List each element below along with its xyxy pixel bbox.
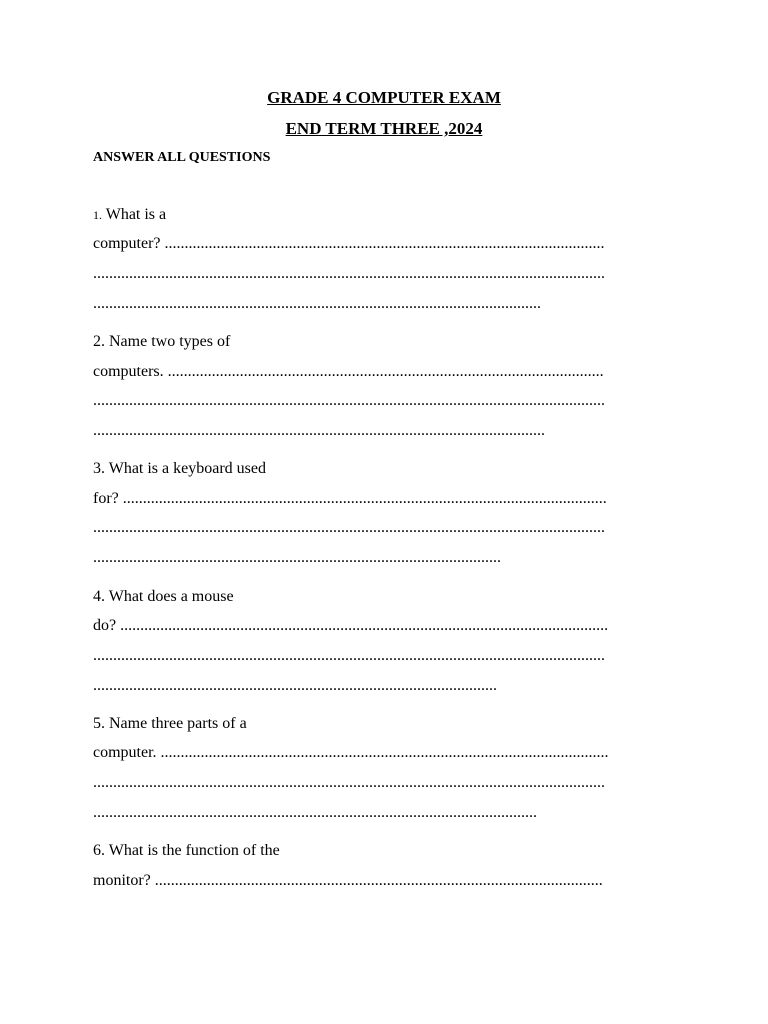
question-1-answer-line-2[interactable]: ................................................................................................................................: [93, 265, 605, 282]
question-2-prompt: [93, 332, 683, 352]
question-6-prompt: [93, 841, 683, 861]
question-3-number: 3.: [93, 460, 105, 477]
question-1-answer-line-3[interactable]: ................................................................................................................: [93, 295, 541, 312]
question-3-text: What is a keyboard used: [105, 460, 266, 477]
question-5-answer-line-3[interactable]: ...............................................................................................................: [93, 804, 537, 821]
exam-instructions: ANSWER ALL QUESTIONS: [93, 150, 271, 165]
question-4-answer-line-3[interactable]: .....................................................................................................: [93, 677, 497, 694]
question-3-answer-line-3[interactable]: ......................................................................................................: [93, 549, 501, 566]
question-3-answer-line-1[interactable]: for? .........................................................................................................................: [93, 490, 607, 507]
exam-title: GRADE 4 COMPUTER EXAM: [267, 88, 501, 107]
question-4-text: What does a mouse: [105, 588, 234, 605]
exam-subtitle: END TERM THREE ,2024: [285, 119, 483, 138]
question-4-answer-line-2[interactable]: ................................................................................................................................: [93, 647, 605, 664]
question-5-text: Name three parts of a: [105, 715, 247, 732]
question-3-answer-line-2[interactable]: ................................................................................................................................: [93, 519, 605, 536]
question-4-number: 4.: [93, 588, 105, 605]
question-5-answer-line-1[interactable]: computer. ................................................................................................................: [93, 744, 609, 761]
question-5-number: 5.: [93, 715, 105, 732]
question-1-number: 1.: [93, 208, 102, 222]
question-5-answer-line-2[interactable]: ................................................................................................................................: [93, 774, 605, 791]
question-6-number: 6.: [93, 842, 105, 859]
question-2-answer-line-1[interactable]: computers. .............................................................................................................: [93, 363, 604, 380]
question-2-answer-line-3[interactable]: .................................................................................................................: [93, 422, 545, 439]
question-6-answer-line-1[interactable]: monitor? ................................................................................................................: [93, 872, 603, 889]
question-3-prompt: [93, 459, 683, 479]
question-6-text: What is the function of the: [105, 842, 280, 859]
question-4-answer-line-1[interactable]: do? ..........................................................................................................................: [93, 617, 609, 634]
question-2-answer-line-2[interactable]: ................................................................................................................................: [93, 392, 605, 409]
question-2-text: Name two types of: [105, 333, 231, 350]
question-2-number: 2.: [93, 333, 105, 350]
question-1-answer-line-1[interactable]: computer? ..............................................................................................................: [93, 235, 605, 252]
question-4-prompt: [93, 587, 683, 607]
question-5-prompt: [93, 714, 683, 734]
question-1-prompt: [93, 205, 683, 225]
question-1-text: What is a: [102, 206, 167, 223]
